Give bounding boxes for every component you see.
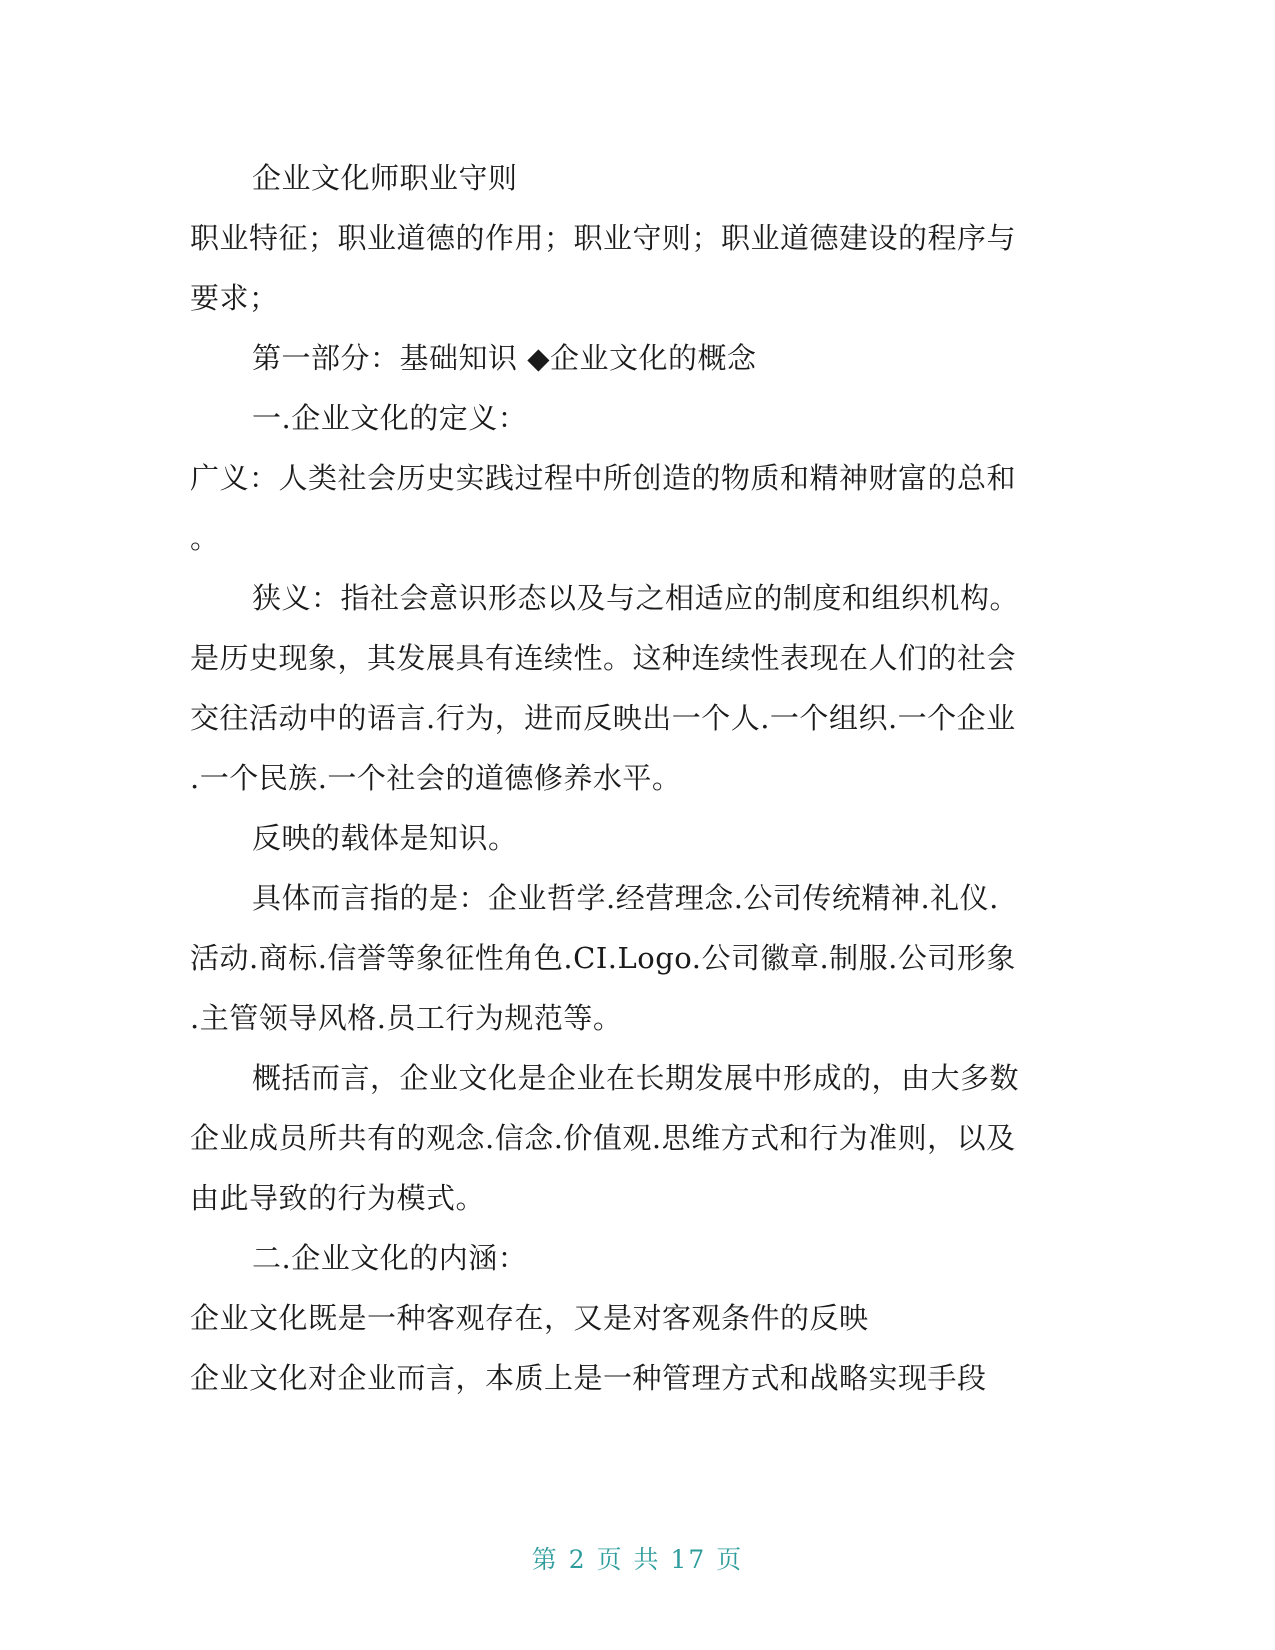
paragraph-line: .主管领导风格.员工行为规范等。 [190, 1001, 623, 1035]
paragraph-line: 具体而言指的是：企业哲学.经营理念.公司传统精神.礼仪. [252, 881, 999, 915]
paragraph-line: 。 [190, 521, 220, 555]
document-body [190, 148, 1090, 1408]
paragraph-line: 职业特征；职业道德的作用；职业守则；职业道德建设的程序与 [190, 221, 1017, 255]
paragraph-line: 企业文化对企业而言，本质上是一种管理方式和战略实现手段 [190, 1361, 987, 1395]
paragraph-line: 活动.商标.信誉等象征性角色.CI.Logo.公司徽章.制服.公司形象 [190, 941, 1016, 975]
paragraph-line: 是历史现象，其发展具有连续性。这种连续性表现在人们的社会 [190, 641, 1017, 675]
paragraph-line: 广义：人类社会历史实践过程中所创造的物质和精神财富的总和 [190, 461, 1017, 495]
page-number-footer: 第 2 页 共 17 页 [531, 1545, 744, 1574]
paragraph-line: 企业成员所共有的观念.信念.价值观.思维方式和行为准则，以及 [190, 1121, 1016, 1155]
paragraph-line: 由此导致的行为模式。 [190, 1181, 486, 1215]
paragraph-line: 概括而言，企业文化是企业在长期发展中形成的，由大多数 [252, 1061, 1020, 1095]
paragraph-line: 狭义：指社会意识形态以及与之相适应的制度和组织机构。 [252, 581, 1020, 615]
paragraph-line: 企业文化既是一种客观存在，又是对客观条件的反映 [190, 1301, 869, 1335]
subsection-heading: 一.企业文化的定义： [252, 401, 528, 435]
subsection-heading: 二.企业文化的内涵： [252, 1241, 528, 1275]
paragraph-line: 反映的载体是知识。 [252, 821, 518, 855]
section-heading: 企业文化师职业守则 [252, 161, 518, 195]
paragraph-line: 交往活动中的语言.行为，进而反映出一个人.一个组织.一个企业 [190, 701, 1016, 735]
paragraph-line: .一个民族.一个社会的道德修养水平。 [190, 761, 682, 795]
part-heading: 第一部分：基础知识 ◆企业文化的概念 [252, 341, 757, 375]
paragraph-line: 要求； [190, 281, 279, 315]
